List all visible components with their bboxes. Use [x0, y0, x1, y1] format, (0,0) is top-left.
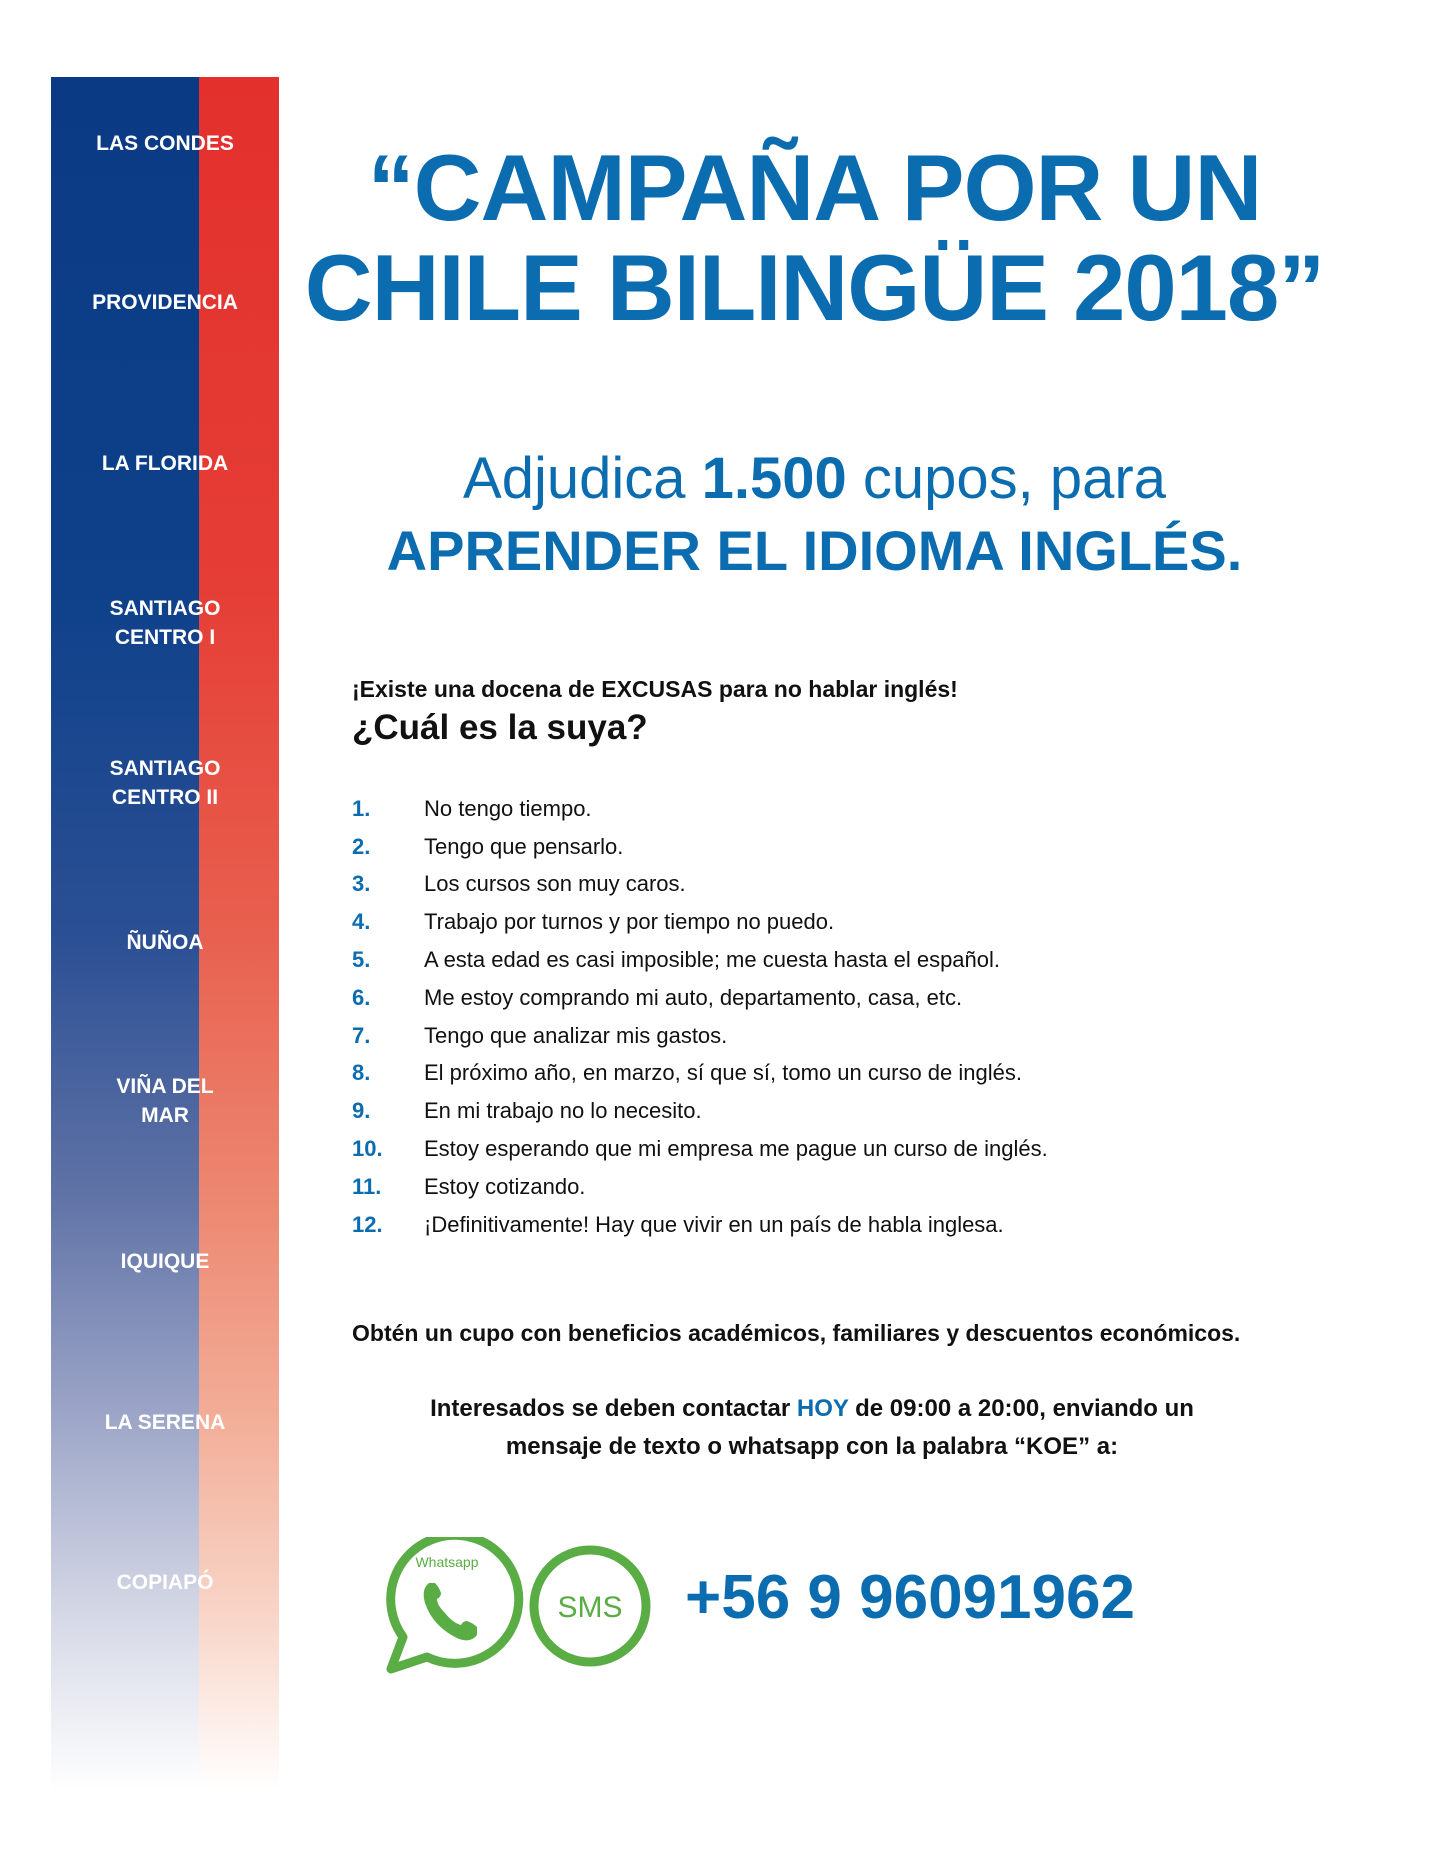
item-text: Estoy cotizando.: [424, 1173, 586, 1199]
list-item: [352, 1055, 1048, 1093]
whatsapp-icon[interactable]: [391, 1537, 519, 1669]
list-item: [352, 790, 1048, 828]
list-item: [352, 979, 1048, 1017]
city-iquique: IQUIQUE: [120, 1250, 210, 1273]
list-item: [352, 941, 1048, 979]
title-line-2: CHILE BILINGÜE 2018”: [304, 235, 1325, 340]
item-number: 8.: [352, 1060, 371, 1086]
list-item: [352, 1206, 1048, 1244]
contact-hoy: HOY: [796, 1395, 849, 1422]
contact-instructions: [352, 1390, 1272, 1466]
item-text: ¡Definitivamente! Hay que vivir en un país de habla inglesa.: [424, 1211, 1004, 1237]
subtitle-prefix: Adjudica: [463, 446, 702, 511]
sms-icon[interactable]: [534, 1550, 646, 1662]
phone-handset-icon: [424, 1583, 477, 1640]
flag-sidebar: [51, 77, 279, 1791]
list-item: [352, 903, 1048, 941]
item-number: 10.: [352, 1136, 383, 1162]
item-number: 7.: [352, 1022, 371, 1048]
excuses-list: [352, 790, 1048, 1244]
item-text: En mi trabajo no lo necesito.: [424, 1098, 702, 1124]
subtitle-number: 1.500: [701, 446, 847, 511]
item-number: 11.: [352, 1173, 382, 1199]
list-item: [352, 866, 1048, 904]
subtitle: [292, 443, 1337, 587]
city-vina-del-mar: VIÑA DEL MAR: [116, 1075, 214, 1127]
item-number: 5.: [352, 947, 371, 973]
whatsapp-label: Whatsapp: [415, 1554, 479, 1570]
city-providencia: PROVIDENCIA: [92, 291, 238, 314]
item-number: 3.: [352, 871, 371, 897]
contact-icons: [383, 1537, 663, 1677]
city-copiapo: COPIAPÓ: [116, 1571, 214, 1594]
excuses-intro: ¡Existe una docena de EXCUSAS para no hablar inglés!: [352, 676, 958, 702]
item-number: 6.: [352, 984, 371, 1010]
item-text: El próximo año, en marzo, sí que sí, tomo un curso de inglés.: [424, 1060, 1022, 1086]
contact-part-2: de 09:00 a 20:00, enviando un: [848, 1395, 1194, 1422]
city-las-condes: LAS CONDES: [96, 132, 234, 155]
item-text: No tengo tiempo.: [424, 795, 592, 821]
subtitle-suffix: cupos, para: [846, 446, 1166, 511]
sms-label: SMS: [557, 1591, 623, 1624]
city-la-serena: LA SERENA: [104, 1411, 226, 1434]
campaign-title: [292, 135, 1337, 340]
item-number: 4.: [352, 909, 371, 935]
subtitle-line-1: [292, 443, 1337, 515]
city-santiago-centro-ii: SANTIAGO CENTRO II: [109, 757, 221, 809]
item-text: Estoy esperando que mi empresa me pague un curso de inglés.: [424, 1136, 1048, 1162]
list-item: [352, 1017, 1048, 1055]
subtitle-line-2: APRENDER EL IDIOMA INGLÉS.: [386, 519, 1243, 582]
benefits-text: Obtén un cupo con beneficios académicos, familiares y descuentos económicos.: [352, 1320, 1241, 1346]
item-text: Los cursos son muy caros.: [424, 871, 686, 897]
item-text: Tengo que analizar mis gastos.: [424, 1022, 728, 1048]
item-number: 1.: [352, 795, 371, 821]
item-text: Tengo que pensarlo.: [424, 833, 624, 859]
city-la-florida: LA FLORIDA: [101, 452, 229, 475]
city-nunoa: ÑUÑOA: [126, 931, 204, 954]
contact-line-2: mensaje de texto o whatsapp con la palabra “KOE” a:: [505, 1433, 1119, 1460]
excuses-question: ¿Cuál es la suya?: [352, 708, 648, 747]
item-text: Me estoy comprando mi auto, departamento, casa, etc.: [424, 984, 963, 1010]
item-number: 9.: [352, 1098, 371, 1124]
list-item: [352, 828, 1048, 866]
list-item: [352, 1130, 1048, 1168]
list-item: [352, 1092, 1048, 1130]
contact-line-1: [352, 1390, 1272, 1428]
city-santiago-centro-i: SANTIAGO CENTRO I: [109, 597, 221, 649]
list-item: [352, 1168, 1048, 1206]
item-number: 12.: [352, 1211, 383, 1237]
contact-part-1: Interesados se deben contactar: [430, 1395, 797, 1422]
item-text: Trabajo por turnos y por tiempo no puedo.: [424, 909, 835, 935]
title-line-1: “CAMPAÑA POR UN: [367, 135, 1262, 240]
item-text: A esta edad es casi imposible; me cuesta hasta el español.: [424, 947, 1001, 973]
phone-number[interactable]: +56 9 96091962: [685, 1563, 1135, 1632]
item-number: 2.: [352, 833, 371, 859]
